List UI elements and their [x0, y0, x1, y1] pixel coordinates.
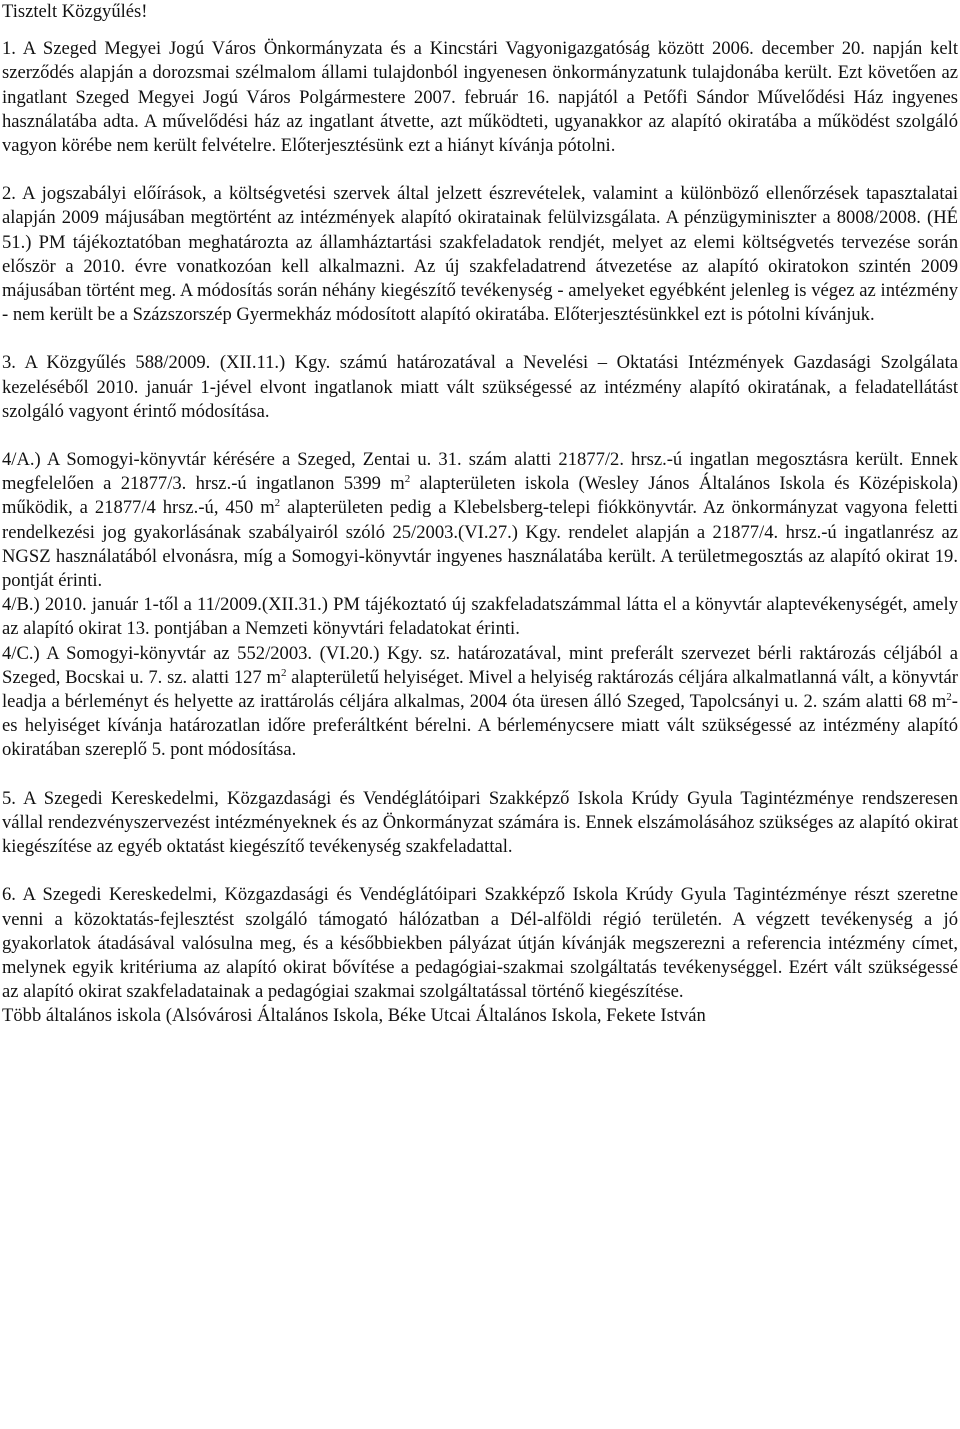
paragraph-4b: 4/B.) 2010. január 1-től a 11/2009.(XII.31.) PM tájékoztató új szakfeladatszámmal látta el a könyvtár alaptevékenységét, amely az alapító okirat 13. pontjában a Nemzeti könyvtári feladatokat érinti. [2, 594, 958, 640]
paragraph-7: Több általános iskola (Alsóvárosi Általános Iskola, Béke Utcai Általános Iskola, Fekete István [2, 1005, 706, 1027]
paragraph-4a [2, 448, 958, 593]
paragraph-4a-text-2: alapterületen iskola (Wesley János Általános Iskola és Középiskola) működik, a 21877/4 hrsz.-ú, 450 m [2, 473, 958, 519]
paragraph-5: 5. A Szegedi Kereskedelmi, Közgazdasági és Vendéglátóipari Szakképző Iskola Krúdy Gyula Tagintézménye rendszeresen vállal rendezvényszervezést intézményeknek és az Önkormányzat számára is. Ennek elszámolásához szükséges az alapító okirat kiegészítése az egyéb oktatást kiegészítő tevékenység szakfeladattal. [2, 787, 958, 858]
paragraph-4c-text-1: 4/C.) A Somogyi-könyvtár az 552/2003. (VI.20.) Kgy. sz. határozatával, mint preferált szervezet bérli raktározás céljából a Szeged, Bocskai u. 7. sz. alatti 127 m [2, 642, 958, 688]
superscript: 2 [404, 473, 411, 486]
superscript: 2 [274, 497, 281, 510]
superscript: 2 [280, 666, 287, 679]
paragraph-4a-text-1: 4/A.) A Somogyi-könyvtár kérésére a Szeged, Zentai u. 31. szám alatti 21877/2. hrsz.-ú ingatlan megosztásra került. Ennek megfelelően a 21877/3. hrsz.-ú ingatlanon 5399 m [2, 449, 958, 495]
paragraph-2: 2. A jogszabályi előírások, a költségvetési szervek által jelzett észrevételek, valamint a különböző ellenőrzések tapasztalatai alapján 2009 májusában megtörtént az intézmények alapító okiratainak felülvizsgálata. A pénzügyminiszter a 8008/2008. (HÉ 51.) PM tájékoztatóban meghatározta az államháztartási szakfeladatok rendjét, melyet az elemi költségvetés tervezése során először a 2010. évre vonatkozóan kell alkalmazni. Az új szakfeladatrend átvezetése az alapító okiratokon szintén 2009 májusában történt meg. A módosítás során néhány kiegészítő tevékenység - amelyeket egyébként jelenleg is végez az intézmény - nem került be a Százszorszép Gyermekház módosított alapító okiratába. Előterjesztésünkkel ezt is pótolni kívánjuk. [2, 183, 958, 326]
superscript: 2 [946, 691, 952, 704]
paragraph-4c-text-3: -es helyiséget kívánja határozatlan időre preferáltként bérelni. A bérleménycsere miatt vált szükségessé az intézmény alapító okiratában szereplő 5. pont módosítása. [2, 691, 958, 761]
paragraph-1: 1. A Szeged Megyei Jogú Város Önkormányzata és a Kincstári Vagyonigazgatóság között 2006. december 20. napján kelt szerződés alapján a dorozsmai szélmalom állami tulajdonból ingyenesen önkormányzatunk tulajdonába került. Ezt követően az ingatlant Szeged Megyei Jogú Város Polgármestere 2007. február 16. napjától a Petőfi Sándor Művelődési Ház ingyenes használatába adta. A művelődési ház az ingatlant átvette, azt működteti, ugyanakkor az alapító okiratába a működést szolgáló vagyon körébe nem került felvételre. Előterjesztésünk ezt a hiányt kívánja pótolni. [2, 38, 958, 157]
salutation: Tisztelt Közgyűlés! [2, 1, 148, 22]
paragraph-3: 3. A Közgyűlés 588/2009. (XII.11.) Kgy. számú határozatával a Nevelési – Oktatási Intézmények Gazdasági Szolgálata kezeléséből 2010. január 1-jével elvont ingatlanok miatt vált szükségessé az intézmény alapító okiratának, a feladatellátást szolgáló vagyont érintő módosítása. [2, 352, 958, 422]
paragraph-4a-text-3: alapterületen pedig a Klebelsberg-telepi fiókkönyvtár. Az önkormányzat vagyona feletti rendelkezési jog gyakorlásának szabályairól szóló 25/2003.(VI.27.) Kgy. rendelet alapján a 21877/4. hrsz.-ú ingatlanrész az NGSZ használatából elvonásra, míg a Somogyi-könyvtár ingyenes használatába került. A területmegosztás az alapító okirat 19. pontját érinti. [2, 497, 958, 592]
paragraph-4c [2, 642, 958, 763]
paragraph-6: 6. A Szegedi Kereskedelmi, Közgazdasági és Vendéglátóipari Szakképző Iskola Krúdy Gyula Tagintézménye részt szeretne venni a közoktatás-fejlesztést szolgáló támogató hálózatban a Dél-alföldi régió területén. A végzett tevékenység a jó gyakorlatok átadásával valósulna meg, és a későbbiekben pályázat útján kívánják megszerezni a referencia intézmény címet, melynek egyik kritériuma az alapító okirat bővítése a pedagógiai-szakmai szolgáltatás tevékenységgel. Ezért vált szükségessé az alapító okirat szakfeladatainak a pedagógiai szakmai szolgáltatással történő kiegészítése. [2, 884, 958, 1003]
paragraph-4c-text-2: alapterületű helyiséget. Mivel a helyiség raktározás céljára alkalmatlanná vált, a könyvtár leadja a bérleményt és helyette az irattárolás céljára alkalmas, 2004 óta üresen álló Szeged, Tapolcsányi u. 2. szám alatti 68 m [2, 666, 959, 713]
